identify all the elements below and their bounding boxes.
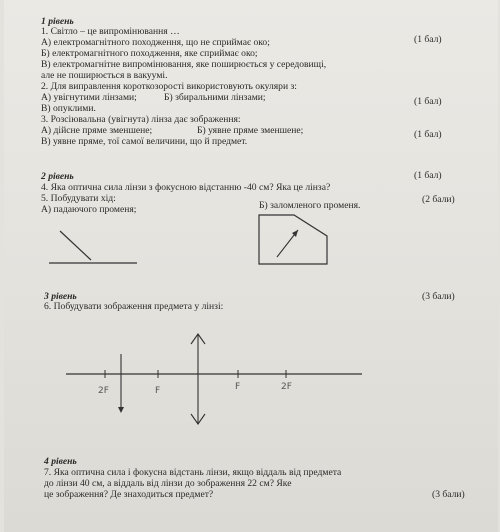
refraction-prism-diagram — [254, 212, 334, 270]
q4-text: 4. Яка оптична сила лінзи з фокусною відстанню -40 см? Яка це лінза? — [41, 182, 331, 193]
q5-option-a: А) падаючого променя; — [41, 204, 137, 215]
q6-text: 6. Побудувати зображення предмета у лінзі: — [44, 301, 224, 312]
level1-heading: 1 рівень — [41, 16, 74, 27]
q3-option-c: В) уявне пряме, тої самої величини, що й предмет. — [41, 136, 248, 147]
q3-option-b: Б) уявне пряме зменшене; — [197, 125, 304, 136]
label-2f-right: 2F — [281, 382, 292, 392]
prism-outline — [259, 215, 327, 264]
q7-line2: до лінзи 40 см, а віддаль від лінзи до зображення 22 см? Яке — [44, 478, 292, 489]
q2-points: (1 бал) — [414, 96, 442, 107]
object-arrowhead — [118, 407, 124, 413]
q1-option-b: Б) електромагнітного походження, яке сприймає око; — [41, 48, 258, 59]
ray-line — [60, 231, 91, 260]
label-f-left: F — [155, 386, 161, 396]
label-f-right: F — [235, 382, 241, 392]
q2-option-c: В) опуклими. — [41, 103, 96, 114]
q3-text: 3. Розсіювальна (увігнута) лінза дає зображення: — [41, 114, 241, 125]
q5-points: (2 бали) — [422, 194, 455, 205]
q2-option-b: Б) збиральними лінзами; — [164, 92, 266, 103]
label-2f-left: 2F — [98, 386, 109, 396]
q1-option-a: А) електромагнітного походження, що не сприймає око; — [41, 37, 270, 48]
q1-points: (1 бал) — [414, 34, 442, 45]
q5-text: 5. Побудувати хід: — [41, 193, 116, 204]
q3-option-a: А) дійсне пряме зменшене; — [41, 125, 153, 136]
incident-ray-diagram — [49, 226, 139, 268]
q2-text: 2. Для виправлення короткозорості використовують окуляри з: — [41, 81, 297, 92]
q1-text: 1. Світло – це випромінювання … — [41, 26, 180, 37]
level3-heading: 3 рівень — [44, 291, 77, 302]
q4-points: (1 бал) — [414, 170, 442, 181]
q5-option-b: Б) заломленого променя. — [259, 200, 361, 211]
worksheet-page — [4, 0, 498, 532]
q7-points: (3 бали) — [432, 489, 465, 500]
level4-heading: 4 рівень — [44, 456, 77, 467]
level2-heading: 2 рівень — [41, 171, 74, 182]
q7-line1: 7. Яка оптична сила і фокусна відстань лінзи, якщо віддаль від предмета — [44, 467, 342, 478]
q7-line3: це зображення? Де знаходиться предмет? — [44, 489, 214, 500]
q2-option-a: А) увігнутими лінзами; — [41, 92, 137, 103]
q1-option-c-cont: але не поширюється в вакуумі. — [41, 70, 168, 81]
q6-points: (3 бали) — [422, 291, 455, 302]
lens-diagram — [64, 330, 364, 430]
q1-option-c: В) електромагнітне випромінювання, яке поширюється у середовищі, — [41, 59, 327, 70]
q3-points: (1 бал) — [414, 129, 442, 140]
